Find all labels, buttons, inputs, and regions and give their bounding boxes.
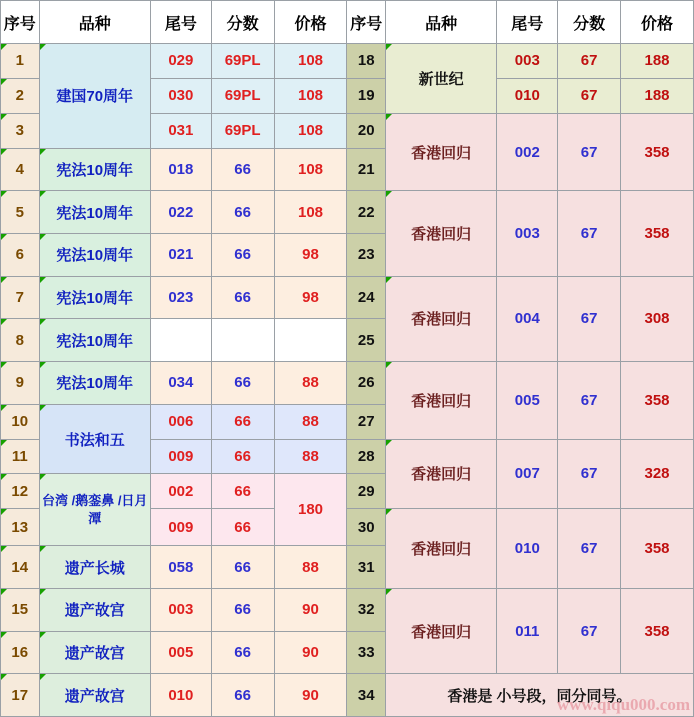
cell-score: 69PL (211, 44, 274, 79)
cell-seq: 9 (1, 362, 40, 405)
cell-price: 358 (621, 509, 694, 589)
cell-price: 358 (621, 113, 694, 191)
cell-price: 108 (274, 78, 347, 113)
cell-name: 宪法10周年 (39, 234, 150, 277)
cell-name: 香港回归 (385, 439, 496, 509)
cell-tail: 002 (497, 113, 558, 191)
cell-name: 香港回归 (385, 509, 496, 589)
watermark: www.qiqu000.com (556, 695, 690, 714)
cell-name: 香港回归 (385, 362, 496, 440)
cell-seq: 23 (347, 234, 386, 277)
cell-score: 67 (558, 509, 621, 589)
cell-seq: 32 (347, 588, 386, 631)
cell-seq: 33 (347, 631, 386, 674)
cell-price: 88 (274, 546, 347, 589)
cell-seq: 17 (1, 674, 40, 717)
cell-seq: 1 (1, 44, 40, 79)
cell-seq: 10 (1, 404, 40, 439)
cell-tail: 031 (150, 113, 211, 148)
cell-name: 新世纪 (385, 44, 496, 114)
cell-price: 358 (621, 191, 694, 276)
cell-score: 69PL (211, 78, 274, 113)
cell-score: 66 (211, 191, 274, 234)
cell-name: 香港回归 (385, 191, 496, 276)
cell-tail: 009 (150, 509, 211, 546)
table-header-row (1, 1, 694, 44)
cell-seq: 27 (347, 404, 386, 439)
table-row (1, 674, 694, 717)
cell-seq: 2 (1, 78, 40, 113)
cell-price (274, 319, 347, 362)
header-left-score: 分数 (211, 1, 274, 44)
cell-tail: 029 (150, 44, 211, 79)
cell-price: 88 (274, 439, 347, 474)
cell-seq: 30 (347, 509, 386, 546)
cell-seq: 19 (347, 78, 386, 113)
cell-tail: 003 (497, 191, 558, 276)
header-left-price: 价格 (274, 1, 347, 44)
cell-score: 66 (211, 234, 274, 277)
cell-name: 遗产故宫 (39, 674, 150, 717)
cell-tail: 011 (497, 588, 558, 673)
table-row (1, 44, 694, 79)
cell-seq: 7 (1, 276, 40, 319)
cell-seq: 18 (347, 44, 386, 79)
cell-score: 66 (211, 474, 274, 509)
cell-score: 66 (211, 276, 274, 319)
cell-score: 66 (211, 588, 274, 631)
table-row (1, 276, 694, 319)
cell-seq: 21 (347, 148, 386, 191)
cell-score: 66 (211, 509, 274, 546)
cell-tail: 010 (497, 509, 558, 589)
cell-score: 66 (211, 362, 274, 405)
cell-seq: 20 (347, 113, 386, 148)
footer-note: 香港是 小号段，同分同号。 (385, 674, 693, 717)
cell-seq: 14 (1, 546, 40, 589)
cell-name: 宪法10周年 (39, 319, 150, 362)
header-left-name: 品种 (39, 1, 150, 44)
cell-seq: 28 (347, 439, 386, 474)
cell-tail: 018 (150, 148, 211, 191)
cell-price: 90 (274, 588, 347, 631)
header-right-tail: 尾号 (497, 1, 558, 44)
cell-seq: 11 (1, 439, 40, 474)
cell-tail (150, 319, 211, 362)
cell-tail: 009 (150, 439, 211, 474)
cell-score: 66 (211, 546, 274, 589)
cell-price: 90 (274, 631, 347, 674)
header-right-price: 价格 (621, 1, 694, 44)
cell-name: 建国70周年 (39, 44, 150, 149)
cell-score: 66 (211, 674, 274, 717)
cell-score: 66 (211, 439, 274, 474)
cell-name: 遗产故宫 (39, 631, 150, 674)
header-right-seq: 序号 (347, 1, 386, 44)
cell-price: 108 (274, 148, 347, 191)
cell-score: 67 (558, 78, 621, 113)
cell-tail: 022 (150, 191, 211, 234)
cell-price: 328 (621, 439, 694, 509)
table-row (1, 362, 694, 405)
cell-seq: 25 (347, 319, 386, 362)
table-row (1, 588, 694, 631)
cell-name: 香港回归 (385, 276, 496, 361)
cell-name: 书法和五 (39, 404, 150, 474)
cell-seq: 4 (1, 148, 40, 191)
cell-tail: 002 (150, 474, 211, 509)
cell-name: 宪法10周年 (39, 362, 150, 405)
cell-seq: 12 (1, 474, 40, 509)
cell-seq: 26 (347, 362, 386, 405)
cell-seq: 24 (347, 276, 386, 319)
cell-score: 66 (211, 631, 274, 674)
cell-price: 188 (621, 44, 694, 79)
cell-score: 67 (558, 276, 621, 361)
cell-tail: 058 (150, 546, 211, 589)
cell-tail: 006 (150, 404, 211, 439)
cell-tail: 034 (150, 362, 211, 405)
cell-name: 香港回归 (385, 113, 496, 191)
cell-name: 宪法10周年 (39, 276, 150, 319)
cell-seq: 5 (1, 191, 40, 234)
cell-score: 67 (558, 44, 621, 79)
cell-price: 358 (621, 588, 694, 673)
cell-score: 66 (211, 148, 274, 191)
cell-price: 308 (621, 276, 694, 361)
cell-score: 66 (211, 404, 274, 439)
cell-name: 遗产故宫 (39, 588, 150, 631)
cell-score: 67 (558, 362, 621, 440)
cell-tail: 003 (497, 44, 558, 79)
cell-price: 88 (274, 362, 347, 405)
cell-tail: 005 (150, 631, 211, 674)
cell-price: 108 (274, 191, 347, 234)
cell-seq: 31 (347, 546, 386, 589)
cell-score: 67 (558, 191, 621, 276)
cell-tail: 010 (497, 78, 558, 113)
cell-score: 67 (558, 113, 621, 191)
cell-score (211, 319, 274, 362)
cell-price: 108 (274, 113, 347, 148)
cell-seq: 34 (347, 674, 386, 717)
cell-tail: 021 (150, 234, 211, 277)
cell-tail: 030 (150, 78, 211, 113)
cell-score: 69PL (211, 113, 274, 148)
cell-seq: 3 (1, 113, 40, 148)
cell-price: 180 (274, 474, 347, 546)
cell-tail: 003 (150, 588, 211, 631)
cell-name: 宪法10周年 (39, 148, 150, 191)
header-left-seq: 序号 (1, 1, 40, 44)
cell-tail: 023 (150, 276, 211, 319)
cell-tail: 010 (150, 674, 211, 717)
cell-name: 宪法10周年 (39, 191, 150, 234)
cell-price: 98 (274, 276, 347, 319)
cell-seq: 15 (1, 588, 40, 631)
cell-price: 98 (274, 234, 347, 277)
cell-price: 358 (621, 362, 694, 440)
cell-name: 香港回归 (385, 588, 496, 673)
table-row (1, 191, 694, 234)
header-right-name: 品种 (385, 1, 496, 44)
cell-tail: 004 (497, 276, 558, 361)
cell-seq: 29 (347, 474, 386, 509)
cell-price: 90 (274, 674, 347, 717)
cell-seq: 16 (1, 631, 40, 674)
cell-score: 67 (558, 588, 621, 673)
cell-tail: 005 (497, 362, 558, 440)
cell-score: 67 (558, 439, 621, 509)
cell-seq: 6 (1, 234, 40, 277)
cell-seq: 22 (347, 191, 386, 234)
cell-price: 188 (621, 78, 694, 113)
header-left-tail: 尾号 (150, 1, 211, 44)
cell-name: 遗产长城 (39, 546, 150, 589)
cell-price: 88 (274, 404, 347, 439)
cell-tail: 007 (497, 439, 558, 509)
cell-seq: 13 (1, 509, 40, 546)
header-right-score: 分数 (558, 1, 621, 44)
cell-name: 台湾 /鹅銮鼻 /日月潭 (39, 474, 150, 546)
cell-seq: 8 (1, 319, 40, 362)
cell-price: 108 (274, 44, 347, 79)
